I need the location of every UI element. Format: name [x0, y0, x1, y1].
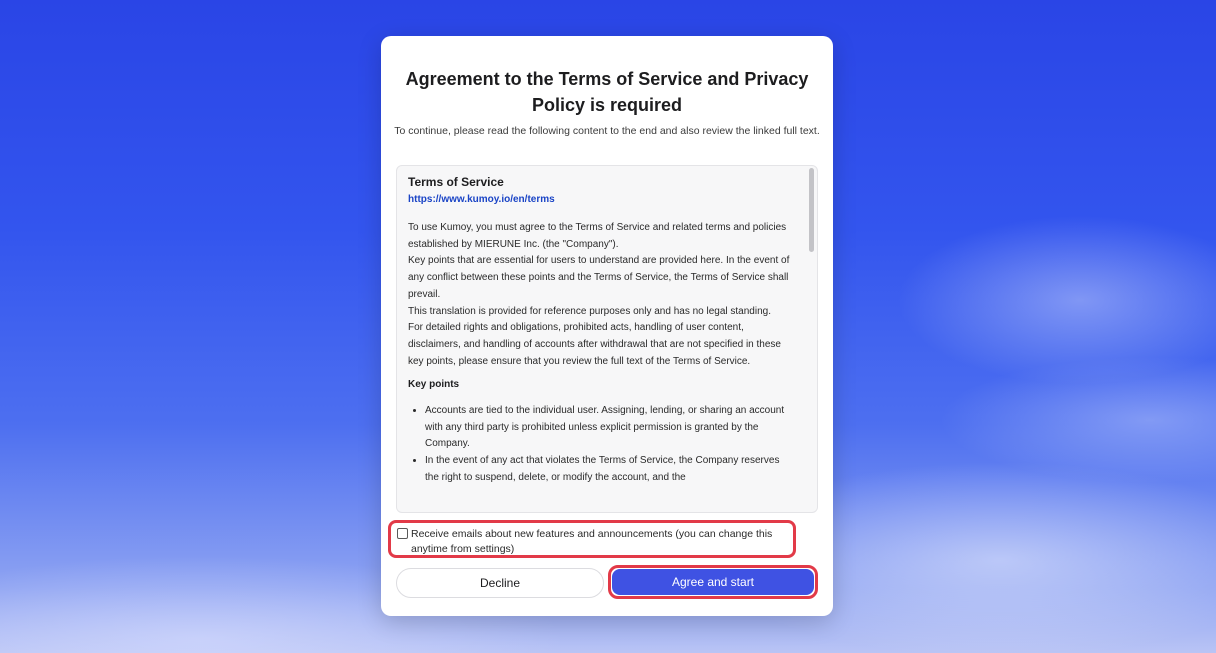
dialog-subtitle: To continue, please read the following content to the end and also review the linked full text. — [394, 125, 820, 137]
terms-content — [408, 174, 794, 487]
terms-paragraph: For detailed rights and obligations, prohibited acts, handling of user content, disclaimers, and handling of accounts after withdrawal that are not specified in these key points, please ensure that you review the full text of the Terms of Service. — [408, 322, 781, 367]
terms-scrollbar[interactable] — [808, 168, 815, 510]
terms-heading: Terms of Service — [408, 175, 504, 189]
terms-paragraph: This translation is provided for reference purposes only and has no legal standing. — [408, 305, 771, 317]
dialog-title: Agreement to the Terms of Service and Privacy Policy is required — [405, 69, 809, 115]
terms-link[interactable]: https://www.kumoy.io/en/terms — [408, 194, 555, 205]
terms-scroll-area[interactable] — [396, 165, 818, 513]
terms-agreement-dialog — [381, 36, 833, 616]
decline-button[interactable]: Decline — [396, 568, 604, 598]
key-point-item: • In the event of any act that violates the Terms of Service, the Company reserves the right to suspend, delete, or modify the account, and the — [425, 453, 794, 486]
scrollbar-thumb[interactable] — [809, 168, 814, 252]
agree-and-start-button[interactable]: Agree and start — [612, 569, 814, 595]
key-points-heading: Key points — [408, 379, 460, 391]
terms-paragraph: Key points that are essential for users to understand are provided here. In the event of any conflict between these points and the Terms of Service, the Terms of Service shall prevail. — [408, 255, 790, 300]
key-point-item: • Accounts are tied to the individual user. Assigning, lending, or sharing an account with any third party is prohibited unless explicit permission is granted by the Company. — [425, 403, 794, 453]
email-optin-highlight — [388, 520, 796, 558]
email-optin-label[interactable]: Receive emails about new features and announcements (you can change this anytime from settings) — [411, 528, 773, 555]
key-points-list — [408, 403, 794, 487]
email-optin-checkbox[interactable] — [397, 528, 408, 539]
terms-paragraph: To use Kumoy, you must agree to the Terms of Service and related terms and policies established by MIERUNE Inc. (the "Company"). — [408, 222, 787, 250]
